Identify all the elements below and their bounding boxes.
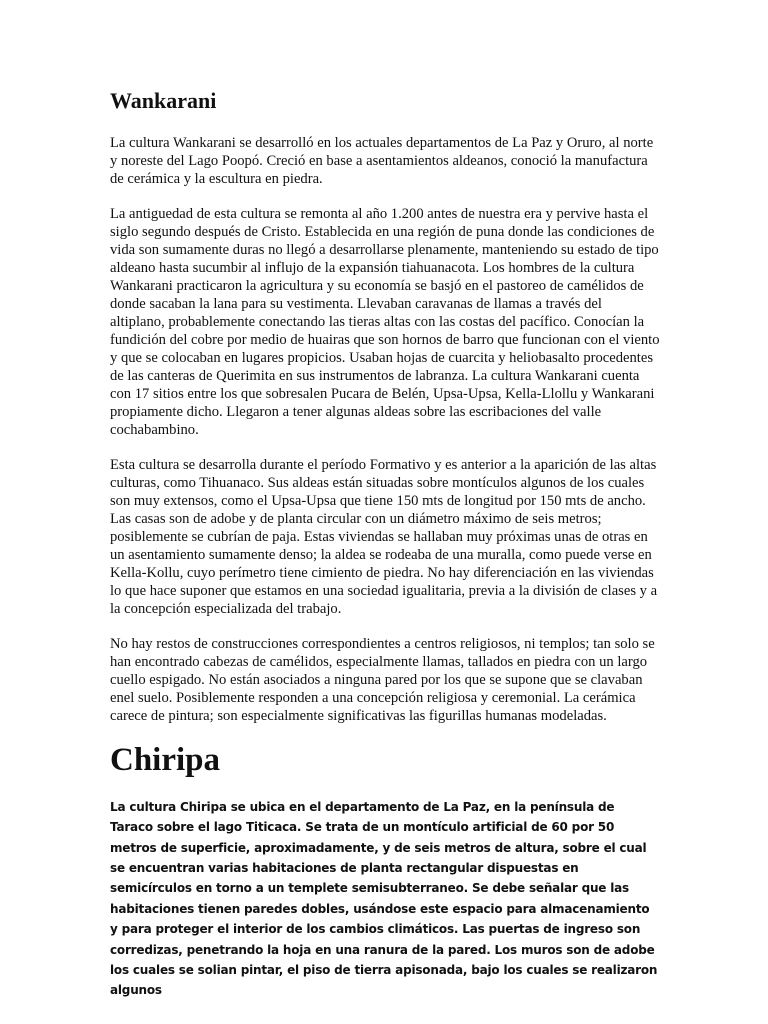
chiripa-paragraph: La cultura Chiripa se ubica en el departamento de La Paz, en la península de Taraco sobre el lago Titicaca. Se trata de un montículo artificial de 60 por 50 metros de superficie, aproximadamente, y de seis metros de altura, sobre el cual se encuentran varias habitaciones de planta rectangular dispuestas en semicírculos en torno a un templete semisubterraneo. Se debe señalar que las habitaciones tienen paredes dobles, usándose este espacio para almacenamiento y para proteger el interior de los cambios climáticos. Las puertas de ingreso son corredizas, penetrando la hoja en una ranura de la pared. Los muros son de adobe los cuales se solian pintar, el piso de tierra apisonada, bajo los cuales se realizaron algunos — [110, 799, 658, 998]
document-body — [110, 88, 660, 1001]
section-heading-chiripa: Chiripa — [110, 742, 221, 779]
wankarani-paragraph-4: No hay restos de construcciones correspondientes a centros religiosos, ni templos; tan solo se han encontrado cabezas de camélidos, especialmente llamas, tallados en piedra con un largo cuello espigado. No están asociados a ninguna pared por los que se supone que se clavaban enel suelo. Posiblemente responden a una concepción religiosa y ceremonial. La cerámica carece de pintura; son especialmente significativas las figurillas humanas modeladas. — [110, 636, 655, 725]
wankarani-paragraph-2: La antiguedad de esta cultura se remonta al año 1.200 antes de nuestra era y pervive hasta el siglo segundo después de Cristo. Establecida en una región de puna donde las condiciones de vida son sumamente duras no llegó a desarrollarse plenamente, manteniendo su estado de tipo aldeano hasta sucumbir al influjo de la expansión tiahuanacota. Los hombres de la cultura Wankarani practicaron la agricultura y su economía se basjó en el pastoreo de camélidos de donde sacaban la lana para su vestimenta. Llevaban caravanas de llamas a través del altiplano, probablemente conectando las tieras altas con las costas del pacífico. Conocían la fundición del cobre por medio de huairas que son hornos de barro que funcionan con el viento y que se colocaban en lugares propicios. Usaban hojas de cuarcita y heliobasalto procedentes de las canteras de Querimita en sus instrumentos de labranza. La cultura Wankarani cuenta con 17 sitios entre los que sobresalen Pucara de Belén, Upsa-Upsa, Kella-Llollu y Wankarani propiamente dicho. Llegaron a tener algunas aldeas sobre las escribaciones del valle cochabambino. — [110, 206, 660, 439]
section-heading-wankarani: Wankarani — [110, 88, 217, 113]
wankarani-paragraph-1: La cultura Wankarani se desarrolló en los actuales departamentos de La Paz y Oruro, al norte y noreste del Lago Poopó. Creció en base a asentamientos aldeanos, conoció la manufactura de cerámica y la escultura en piedra. — [110, 135, 654, 188]
wankarani-paragraph-3: Esta cultura se desarrolla durante el período Formativo y es anterior a la aparición de las altas culturas, como Tihuanaco. Sus aldeas están situadas sobre montículos algunos de los cuales son muy extensos, como el Upsa-Upsa que tiene 150 mts de longitud por 150 mts de ancho. Las casas son de adobe y de planta circular con un diámetro máximo de seis metros; posiblemente se cubrían de paja. Estas viviendas se hallaban muy próximas unas de otras en un asentamiento sumamente denso; la aldea se rodeaba de una muralla, como puede verse en Kella-Kollu, cuyo perímetro tiene cimiento de piedra. No hay diferenciación en las viviendas lo que hace suponer que estamos en una sociedad igualitaria, previa a la división de clases y a la concepción especializada del trabajo. — [110, 457, 658, 618]
